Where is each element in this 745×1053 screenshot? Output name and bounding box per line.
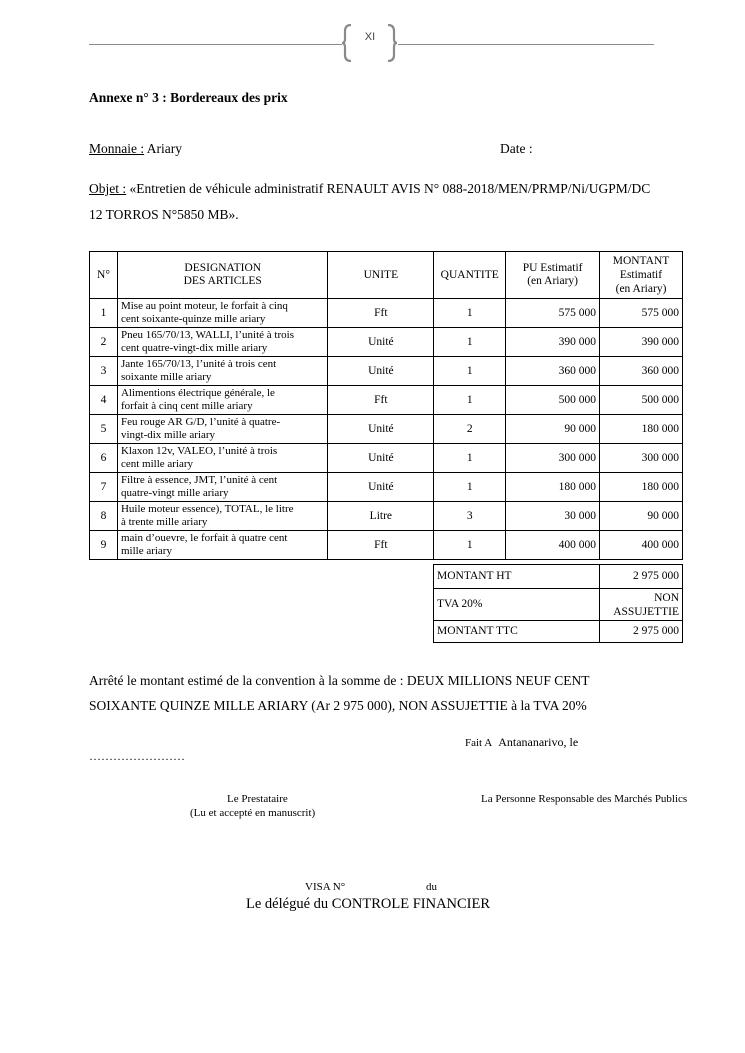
header-montant-2: Estimatif	[619, 269, 663, 281]
table-row	[90, 444, 683, 473]
objet-line-2: 12 TORROS N°5850 MB».	[89, 207, 239, 222]
prestataire-note: (Lu et accepté en manuscrit)	[190, 807, 316, 819]
monnaie-value: Ariary	[144, 141, 182, 156]
total-ht-value: 2 975 000	[600, 565, 683, 589]
row-no: 8	[90, 502, 118, 531]
header-unite: UNITE	[328, 252, 434, 299]
row-pu: 500 000	[506, 386, 600, 415]
monnaie-line	[89, 141, 182, 157]
row-designation	[117, 502, 328, 531]
row-pu: 30 000	[506, 502, 600, 531]
row-unite: Fft	[328, 299, 434, 328]
header-quantite: QUANTITE	[434, 252, 506, 299]
row-designation-1: main d’ouevre, le forfait à quatre cent	[120, 532, 288, 544]
total-ht-row	[434, 565, 683, 589]
row-montant: 360 000	[600, 357, 683, 386]
row-montant: 180 000	[600, 415, 683, 444]
table-header-row	[90, 252, 683, 299]
header-pu	[506, 252, 600, 299]
row-pu: 360 000	[506, 357, 600, 386]
row-designation-2: cent soixante-quinze mille ariary	[120, 313, 266, 325]
row-designation-1: Pneu 165/70/13, WALLI, l’unité à trois	[120, 329, 294, 341]
totals-table	[433, 564, 683, 643]
table-row	[90, 299, 683, 328]
row-pu: 180 000	[506, 473, 600, 502]
header-designation	[117, 252, 328, 299]
row-montant: 575 000	[600, 299, 683, 328]
row-unite: Unité	[328, 415, 434, 444]
table-row	[90, 531, 683, 560]
row-unite: Unité	[328, 328, 434, 357]
row-designation-1: Huile moteur essence), TOTAL, le litre	[120, 503, 294, 515]
row-designation	[117, 531, 328, 560]
row-montant: 500 000	[600, 386, 683, 415]
row-no: 3	[90, 357, 118, 386]
row-designation-2: soixante mille ariary	[120, 371, 212, 383]
row-unite: Unité	[328, 357, 434, 386]
header-pu-1: PU Estimatif	[522, 262, 583, 274]
tva-label: TVA 20%	[434, 589, 600, 621]
row-no: 6	[90, 444, 118, 473]
row-designation	[117, 299, 328, 328]
date-label: Date :	[500, 141, 533, 156]
arrete-line-1: Arrêté le montant estimé de la convention à la somme de : DEUX MILLIONS NEUF CENT	[89, 673, 590, 688]
row-designation-2: à trente mille ariary	[120, 516, 208, 528]
row-pu: 90 000	[506, 415, 600, 444]
row-unite: Unité	[328, 444, 434, 473]
price-table	[89, 251, 683, 560]
row-no: 2	[90, 328, 118, 357]
row-unite: Unité	[328, 473, 434, 502]
row-quantite: 1	[434, 328, 506, 357]
objet-text-1: «Entretien de véhicule administratif RENAULT AVIS N° 088-2018/MEN/PRMP/Ni/UGPM/DC	[126, 181, 651, 196]
row-quantite: 1	[434, 386, 506, 415]
fait-dots: ……………………	[89, 749, 185, 763]
page-number: XI	[364, 31, 376, 43]
table-row	[90, 386, 683, 415]
row-designation-1: Jante 165/70/13, l’unité à trois cent	[120, 358, 277, 370]
row-no: 4	[90, 386, 118, 415]
total-ht-label: MONTANT HT	[434, 565, 600, 589]
row-designation-2: quatre-vingt mille ariary	[120, 487, 229, 499]
annexe-title: Annexe n° 3 : Bordereaux des prix	[89, 90, 288, 105]
row-designation-1: Klaxon 12v, VALEO, l’unité à trois	[120, 445, 278, 457]
visa-du: du	[426, 881, 437, 893]
row-quantite: 1	[434, 473, 506, 502]
row-pu: 300 000	[506, 444, 600, 473]
tva-row	[434, 589, 683, 621]
table-row	[90, 502, 683, 531]
row-montant: 90 000	[600, 502, 683, 531]
row-designation	[117, 415, 328, 444]
total-ttc-label: MONTANT TTC	[434, 621, 600, 643]
left-brace-icon	[341, 24, 353, 62]
row-no: 5	[90, 415, 118, 444]
row-designation	[117, 444, 328, 473]
row-designation-2: vingt-dix mille ariary	[120, 429, 216, 441]
table-row	[90, 328, 683, 357]
prmp-label: La Personne Responsable des Marchés Publics	[481, 793, 688, 805]
prestataire-label: Le Prestataire	[227, 793, 288, 805]
header-rule-right	[398, 44, 654, 45]
header-designation-1: DESIGNATION	[184, 262, 262, 274]
row-no: 1	[90, 299, 118, 328]
row-designation-2: forfait à cinq cent mille ariary	[120, 400, 253, 412]
table-row	[90, 473, 683, 502]
row-quantite: 1	[434, 444, 506, 473]
row-no: 7	[90, 473, 118, 502]
header-pu-2: (en Ariary)	[527, 275, 578, 287]
row-designation-2: mille ariary	[120, 545, 172, 557]
tva-value	[600, 589, 683, 621]
header-montant-3: (en Ariary)	[615, 283, 667, 295]
row-designation-1: Alimentions électrique générale, le	[120, 387, 275, 399]
header-rule-left	[89, 44, 342, 45]
arrete-line-2: SOIXANTE QUINZE MILLE ARIARY (Ar 2 975 000), NON ASSUJETTIE à la TVA 20%	[89, 698, 587, 713]
monnaie-label: Monnaie :	[89, 141, 145, 156]
row-designation-2: cent mille ariary	[120, 458, 194, 470]
row-no: 9	[90, 531, 118, 560]
row-quantite: 1	[434, 299, 506, 328]
row-unite: Fft	[328, 386, 434, 415]
row-montant: 390 000	[600, 328, 683, 357]
row-designation	[117, 473, 328, 502]
row-designation	[117, 386, 328, 415]
row-designation-1: Filtre à essence, JMT, l’unité à cent	[120, 474, 278, 486]
objet-line-1	[89, 181, 650, 197]
row-montant: 300 000	[600, 444, 683, 473]
row-designation	[117, 357, 328, 386]
header-montant	[600, 252, 683, 299]
row-quantite: 1	[434, 531, 506, 560]
header-designation-2: DES ARTICLES	[183, 275, 262, 287]
row-designation	[117, 328, 328, 357]
fait-label: Fait A	[465, 737, 493, 749]
table-row	[90, 357, 683, 386]
total-ttc-row	[434, 621, 683, 643]
row-pu: 400 000	[506, 531, 600, 560]
right-brace-icon	[386, 24, 398, 62]
table-row	[90, 415, 683, 444]
row-montant: 400 000	[600, 531, 683, 560]
header-no: N°	[90, 252, 118, 299]
visa-label: VISA N°	[305, 881, 346, 893]
header-montant-1: MONTANT	[612, 255, 670, 267]
row-designation-2: cent quatre-vingt-dix mille ariary	[120, 342, 268, 354]
fait-place: Antananarivo, le	[498, 735, 579, 749]
row-quantite: 2	[434, 415, 506, 444]
tva-value-2: ASSUJETTIE	[613, 605, 679, 618]
row-quantite: 3	[434, 502, 506, 531]
total-ttc-value: 2 975 000	[600, 621, 683, 643]
objet-label: Objet :	[89, 181, 127, 196]
delegue-label: Le délégué du CONTROLE FINANCIER	[246, 896, 491, 912]
row-pu: 575 000	[506, 299, 600, 328]
row-unite: Fft	[328, 531, 434, 560]
tva-value-1: NON	[654, 591, 679, 604]
row-designation-1: Mise au point moteur, le forfait à cinq	[120, 300, 288, 312]
row-unite: Litre	[328, 502, 434, 531]
row-quantite: 1	[434, 357, 506, 386]
fait-line	[465, 733, 578, 751]
row-pu: 390 000	[506, 328, 600, 357]
row-designation-1: Feu rouge AR G/D, l’unité à quatre-	[120, 416, 281, 428]
row-montant: 180 000	[600, 473, 683, 502]
